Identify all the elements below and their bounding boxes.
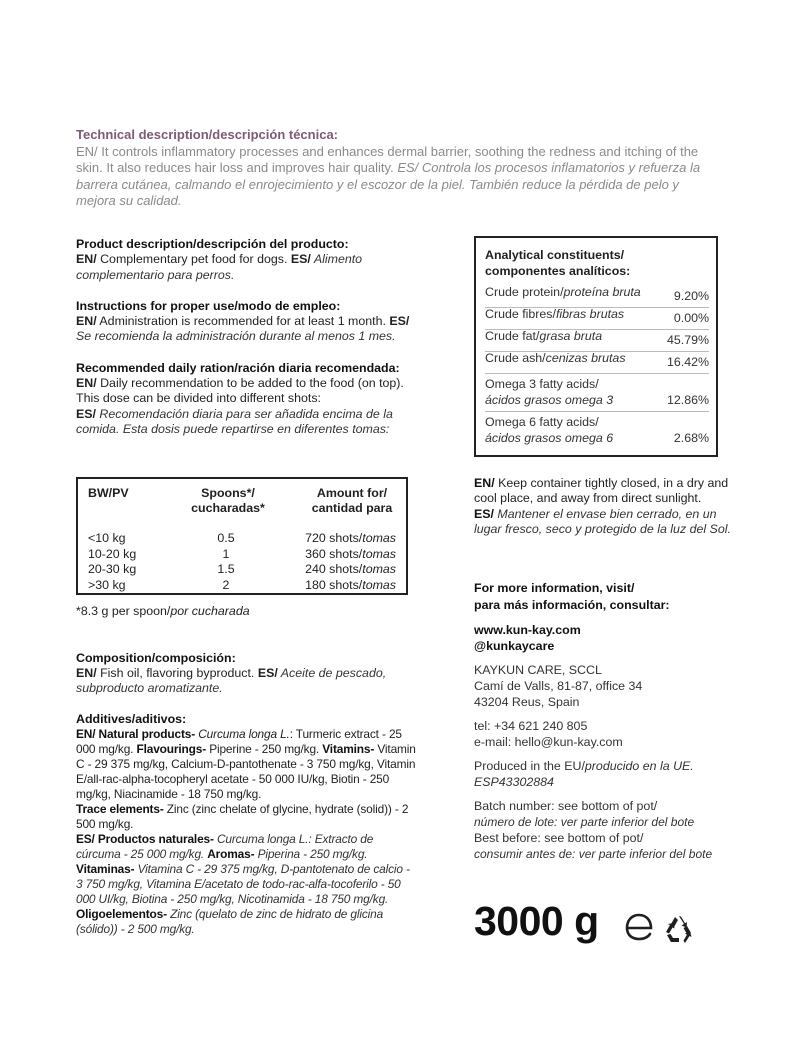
additives-vitaminas-tag: Vitaminas- xyxy=(76,862,135,876)
en-tag: EN/ xyxy=(76,314,97,329)
analytical-label-es: ácidos grasos omega 6 xyxy=(485,431,614,445)
additives-natural-es: Curcuma longa L.: Extracto de cúrcuma - 25 000 mg/kg. xyxy=(76,832,374,861)
table-row xyxy=(78,562,406,578)
production-info xyxy=(474,758,744,790)
analytical-row xyxy=(485,285,709,308)
tomas-text: tomas xyxy=(362,562,396,576)
analytical-label-en: Crude fat/ xyxy=(485,329,540,343)
storage-instructions xyxy=(474,476,744,537)
analytical-label-en: Omega 6 fatty acids/ xyxy=(485,415,599,429)
bw-cell: <10 kg xyxy=(88,531,126,545)
analytical-value: 16.42% xyxy=(666,355,709,369)
composition xyxy=(76,651,418,696)
analytical-label-es: ácidos grasos omega 3 xyxy=(485,393,614,407)
company-name: KAYKUN CARE, SCCL xyxy=(474,663,602,677)
bw-cell: >30 kg xyxy=(88,577,126,592)
instructions xyxy=(76,299,418,345)
additives-flavourings-en: Piperine - 250 mg/kg. xyxy=(206,742,323,756)
amount-cell xyxy=(305,562,396,578)
spoon-note-en: *8.3 g per spoon/ xyxy=(76,604,171,618)
es-tag: ES/ xyxy=(389,314,410,329)
batch-info xyxy=(474,798,744,862)
technical-description-title: Technical description/descripción técnica: xyxy=(76,127,338,142)
analytical-row xyxy=(485,373,709,412)
daily-ration-en: Daily recommendation to be added to the food (on top). This dose can be divided into different shots: xyxy=(76,376,404,406)
product-description xyxy=(76,237,418,283)
batch-en: Batch number: see bottom of pot/ xyxy=(474,799,658,813)
spoons-cell: 0.5 xyxy=(217,531,235,545)
table-row xyxy=(78,578,406,594)
analytical-value: 45.79% xyxy=(666,333,709,347)
best-before-es: consumir antes de: ver parte inferior del bote xyxy=(474,847,713,861)
analytical-row xyxy=(485,351,709,374)
analytical-label-en: Crude fibres/ xyxy=(485,307,556,321)
composition-en: Fish oil, flavoring byproduct. xyxy=(96,666,258,680)
es-tag: ES/ xyxy=(474,506,494,521)
additives-vitamins-tag: Vitamins- xyxy=(322,742,375,756)
en-tag: EN/ xyxy=(76,376,97,391)
address-line-1: Camí de Valls, 81-87, office 34 xyxy=(474,679,643,693)
batch-es: número de lote: ver parte inferior del bote xyxy=(474,815,695,829)
analytical-value: 2.68% xyxy=(673,431,709,445)
bw-cell: 10-20 kg xyxy=(88,546,137,561)
spoon-note xyxy=(76,604,250,618)
analytical-row xyxy=(485,329,709,352)
estimated-sign-icon xyxy=(622,908,656,947)
analytical-label-es: proteína bruta xyxy=(563,285,641,299)
amount-cell xyxy=(305,547,396,563)
more-info xyxy=(474,580,744,862)
en-tag: EN/ xyxy=(76,666,97,680)
analytical-label xyxy=(485,329,602,343)
additives-title: Additives/aditivos: xyxy=(76,712,187,726)
analytical-value: 12.86% xyxy=(666,393,709,407)
analytical-value: 9.20% xyxy=(673,289,709,303)
left-column xyxy=(76,237,418,453)
social-handle[interactable]: @kunkaycare xyxy=(474,639,555,653)
product-description-en: Complementary pet food for dogs. xyxy=(96,252,291,267)
es-tag: ES/ xyxy=(257,666,278,680)
composition-es: Aceite de pescado, subproducto aromatizante. xyxy=(76,666,387,695)
analytical-label-en: Omega 3 fatty acids/ xyxy=(485,377,599,391)
spoons-cell: 1 xyxy=(222,546,230,561)
analytical-label-es: grasa bruta xyxy=(539,329,603,343)
net-weight: 3000 g xyxy=(474,898,599,944)
shots-text: 180 shots/ xyxy=(305,577,363,592)
shots-text: 240 shots/ xyxy=(305,562,363,576)
additives-vitamins-en: Vitamin C - 29 375 mg/kg, Calcium-D-pantothenate - 3 750 mg/kg, Vitamin E/all-rac-alpha-tocopheryl acetate - 50 000 IU/kg, Biotin - 250 mg/kg, Niacinamide - 18 750 mg/kg. xyxy=(76,742,416,801)
analytical-title: Analytical constituents/ componentes analíticos: xyxy=(485,248,631,278)
produced-es: producido en la UE. xyxy=(584,759,694,773)
analytical-label xyxy=(485,307,624,321)
daily-ration-title: Recommended daily ration/ración diaria recomendada: xyxy=(76,360,400,375)
additives xyxy=(76,712,418,937)
en-tag: EN/ xyxy=(76,252,97,267)
recycle-icon xyxy=(662,913,696,952)
es-tag: ES/ xyxy=(290,252,311,267)
additives-aromas-tag: Aromas- xyxy=(207,847,255,861)
additives-vitaminas-es: Vitamina C - 29 375 mg/kg, D-pantotenato de calcio - 3 750 mg/kg, Vitamina E/acetato de todo-rac-alfa-tocoferilo - 50 000 UI/kg, Biotina - 250 mg/kg, Nicotinamida - 18 750 mg/kg. xyxy=(76,862,410,906)
analytical-row xyxy=(485,411,709,449)
best-before-en: Best before: see bottom of pot/ xyxy=(474,831,644,845)
analytical-label-es: cenizas brutas xyxy=(545,351,626,365)
en-tag: EN/ xyxy=(474,476,495,490)
contact-links xyxy=(474,622,744,654)
additives-aromas-es: Piperina - 250 mg/kg. xyxy=(254,847,368,861)
dose-table-header-spoons-text: Spoons*/ cucharadas* xyxy=(191,486,265,515)
analytical-row xyxy=(485,307,709,330)
additives-text xyxy=(76,727,418,937)
analytical-label-en: Crude protein/ xyxy=(485,285,564,299)
left-column-bottom xyxy=(76,651,418,953)
daily-ration-es: Recomendación diaria para ser añadida encima de la comida. Esta dosis puede repartirse en diferentes tomas: xyxy=(76,406,393,436)
table-row xyxy=(78,531,406,547)
product-description-es: Alimento complementario para perros. xyxy=(76,252,363,282)
analytical-label xyxy=(485,285,641,299)
dose-table-header-amount xyxy=(283,486,421,516)
amount-cell xyxy=(305,578,396,594)
analytical-label-es: fibras brutas xyxy=(555,307,625,321)
instructions-title: Instructions for proper use/modo de empleo: xyxy=(76,298,341,313)
dose-table-header-amount-text: Amount for/ cantidad para xyxy=(311,486,393,515)
additives-natural-tag: EN/ Natural products- xyxy=(76,727,196,741)
contact-details xyxy=(474,718,744,750)
additives-natural-es-tag: ES/ Productos naturales- xyxy=(76,832,214,846)
technical-description xyxy=(76,127,716,210)
address-line-2: 43204 Reus, Spain xyxy=(474,695,580,709)
additives-trace-tag: Trace elements- xyxy=(76,802,164,816)
es-tag: ES/ xyxy=(76,406,96,421)
amount-cell xyxy=(305,531,396,547)
technical-description-en: EN/ It controls inflammatory processes and enhances dermal barrier, soothing the redness and itching of the skin. It also reduces hair loss and improves hair quality. xyxy=(76,143,699,175)
bw-cell: 20-30 kg xyxy=(88,562,137,576)
spoon-note-es: por cucharada xyxy=(170,604,250,618)
product-description-title: Product description/descripción del producto: xyxy=(76,237,349,251)
email[interactable]: e-mail: hello@kun-kay.com xyxy=(474,735,623,749)
produced-en: Produced in the EU/ xyxy=(474,759,585,773)
dose-table-header-spoons xyxy=(176,486,280,516)
daily-ration xyxy=(76,361,418,437)
spoons-cell: 2 xyxy=(222,577,230,592)
analytical-constituents-box xyxy=(474,236,718,457)
additives-flavourings-tag: Flavourings- xyxy=(136,742,207,756)
additives-oligo-tag: Oligoelementos- xyxy=(76,907,167,921)
instructions-es: Se recomienda la administración durante al menos 1 mes. xyxy=(76,329,396,344)
dose-table xyxy=(76,477,408,595)
technical-description-es: ES/ Controla los procesos inflamatorios y refuerza la barrera cutánea, calmando el enrojecimiento y el escozor de la piel. También reduce la pérdida de pelo y mejora su calidad. xyxy=(76,160,701,208)
shots-text: 720 shots/ xyxy=(305,531,363,545)
more-info-title: For more information, visit/ para más información, consultar: xyxy=(474,581,670,612)
additives-natural-en: : Turmeric extract - 25 000 mg/kg. xyxy=(76,727,402,756)
additives-oligo-es: Zinc (quelato de zinc de hidrato de glicina (sólido)) - 2 500 mg/kg. xyxy=(76,907,384,936)
registration-number: ESP43302884 xyxy=(474,775,554,789)
storage-es: Mantener el envase bien cerrado, en un lugar fresco, seco y protegido de la luz del Sol. xyxy=(474,506,731,536)
additives-trace-en: Zinc (zinc chelate of glycine, hydrate (solid)) - 2 500 mg/kg. xyxy=(76,802,409,831)
analytical-label-en: Crude ash/ xyxy=(485,351,546,365)
spoons-cell: 1.5 xyxy=(217,562,235,576)
dose-table-body xyxy=(78,531,406,593)
company-address xyxy=(474,662,744,710)
instructions-en: Administration is recommended for at least 1 month. xyxy=(96,314,390,329)
additives-natural-latin: Curcuma longa L. xyxy=(195,727,290,741)
table-row xyxy=(78,547,406,563)
analytical-value: 0.00% xyxy=(673,311,709,325)
shots-text: 360 shots/ xyxy=(305,546,363,561)
tomas-text: tomas xyxy=(362,577,396,592)
storage-en: Keep container tightly closed, in a dry and cool place, and away from direct sunlight. xyxy=(474,476,729,506)
dose-table-header-bw: BW/PV xyxy=(88,486,129,500)
tomas-text: tomas xyxy=(362,531,396,545)
tomas-text: tomas xyxy=(362,546,396,561)
website-link[interactable]: www.kun-kay.com xyxy=(474,623,581,637)
composition-title: Composition/composición: xyxy=(76,651,236,665)
analytical-label xyxy=(485,351,626,365)
phone: tel: +34 621 240 805 xyxy=(474,719,588,733)
